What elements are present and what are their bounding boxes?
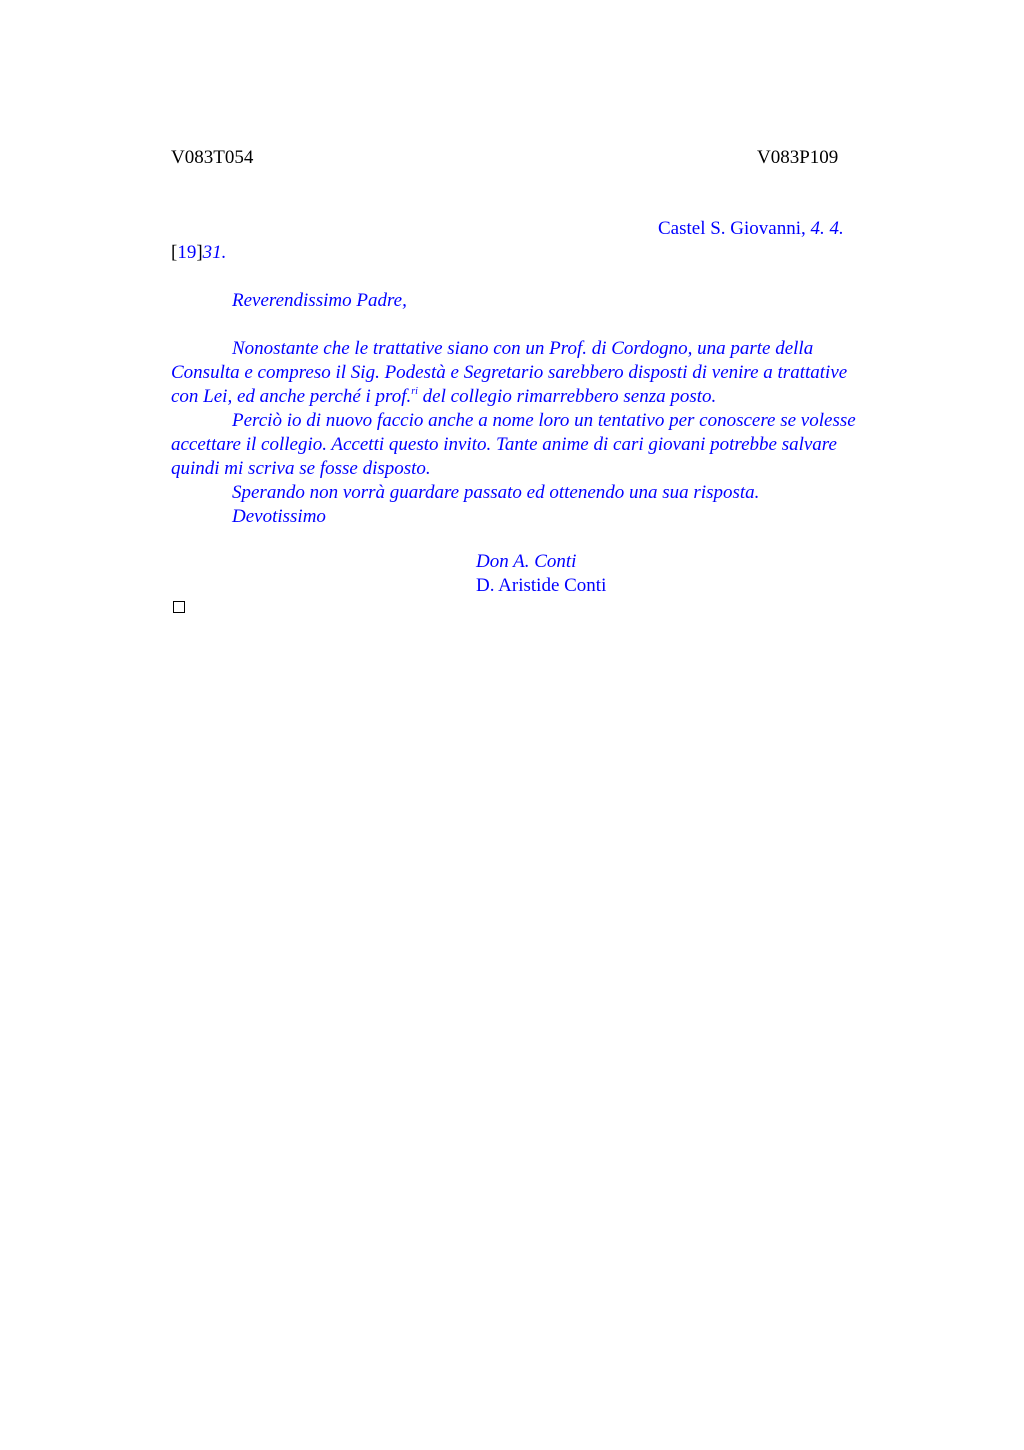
year-suffix: 31. bbox=[202, 242, 227, 263]
paragraph-2-line-2: accettare il collegio. Accetti questo invito. Tante anime di cari giovani potrebbe salvare bbox=[171, 434, 837, 455]
year-prefix: 19 bbox=[177, 242, 197, 263]
paragraph-3-line-1: Sperando non vorrà guardare passato ed ottenendo una sua risposta. bbox=[232, 482, 760, 503]
document-code-left: V083T054 bbox=[171, 147, 254, 168]
document-code-right: V083P109 bbox=[757, 147, 839, 168]
closing: Devotissimo bbox=[232, 506, 326, 527]
paragraph-2-line-3: quindi mi scriva se fosse disposto. bbox=[171, 458, 431, 479]
signature-line-1: Don A. Conti bbox=[476, 551, 577, 572]
paragraph-1-line-3-start: con Lei, ed anche perché i prof. bbox=[171, 386, 412, 407]
dateline-year bbox=[171, 241, 226, 265]
dateline-date: 4. 4. bbox=[810, 218, 844, 239]
dateline-place: Castel S. Giovanni, bbox=[658, 218, 806, 239]
salutation bbox=[171, 289, 931, 313]
signature-line-2: D. Aristide Conti bbox=[476, 575, 607, 596]
paragraph-1-line-3-end: del collegio rimarrebbero senza posto. bbox=[417, 386, 717, 407]
salutation-text: Reverendissimo Padre, bbox=[232, 290, 407, 311]
paragraph-2-line-1: Perciò io di nuovo faccio anche a nome loro un tentativo per conoscere se volesse bbox=[232, 410, 856, 431]
year-bracket-close: ] bbox=[196, 242, 203, 263]
paragraph-1-line-1: Nonostante che le trattative siano con un Prof. di Cordogno, una parte della bbox=[232, 338, 814, 359]
abbreviation-superscript: ri bbox=[411, 386, 418, 397]
end-of-document-box bbox=[173, 601, 185, 613]
paragraph-1-line-2: Consulta e compreso il Sig. Podestà e Segretario sarebbero disposti di venire a trattative bbox=[171, 362, 848, 383]
letter-body bbox=[171, 337, 931, 529]
year-bracket-open: [ bbox=[171, 242, 178, 263]
paragraph-1-line-3 bbox=[171, 385, 931, 409]
dateline-place-date bbox=[658, 217, 844, 241]
